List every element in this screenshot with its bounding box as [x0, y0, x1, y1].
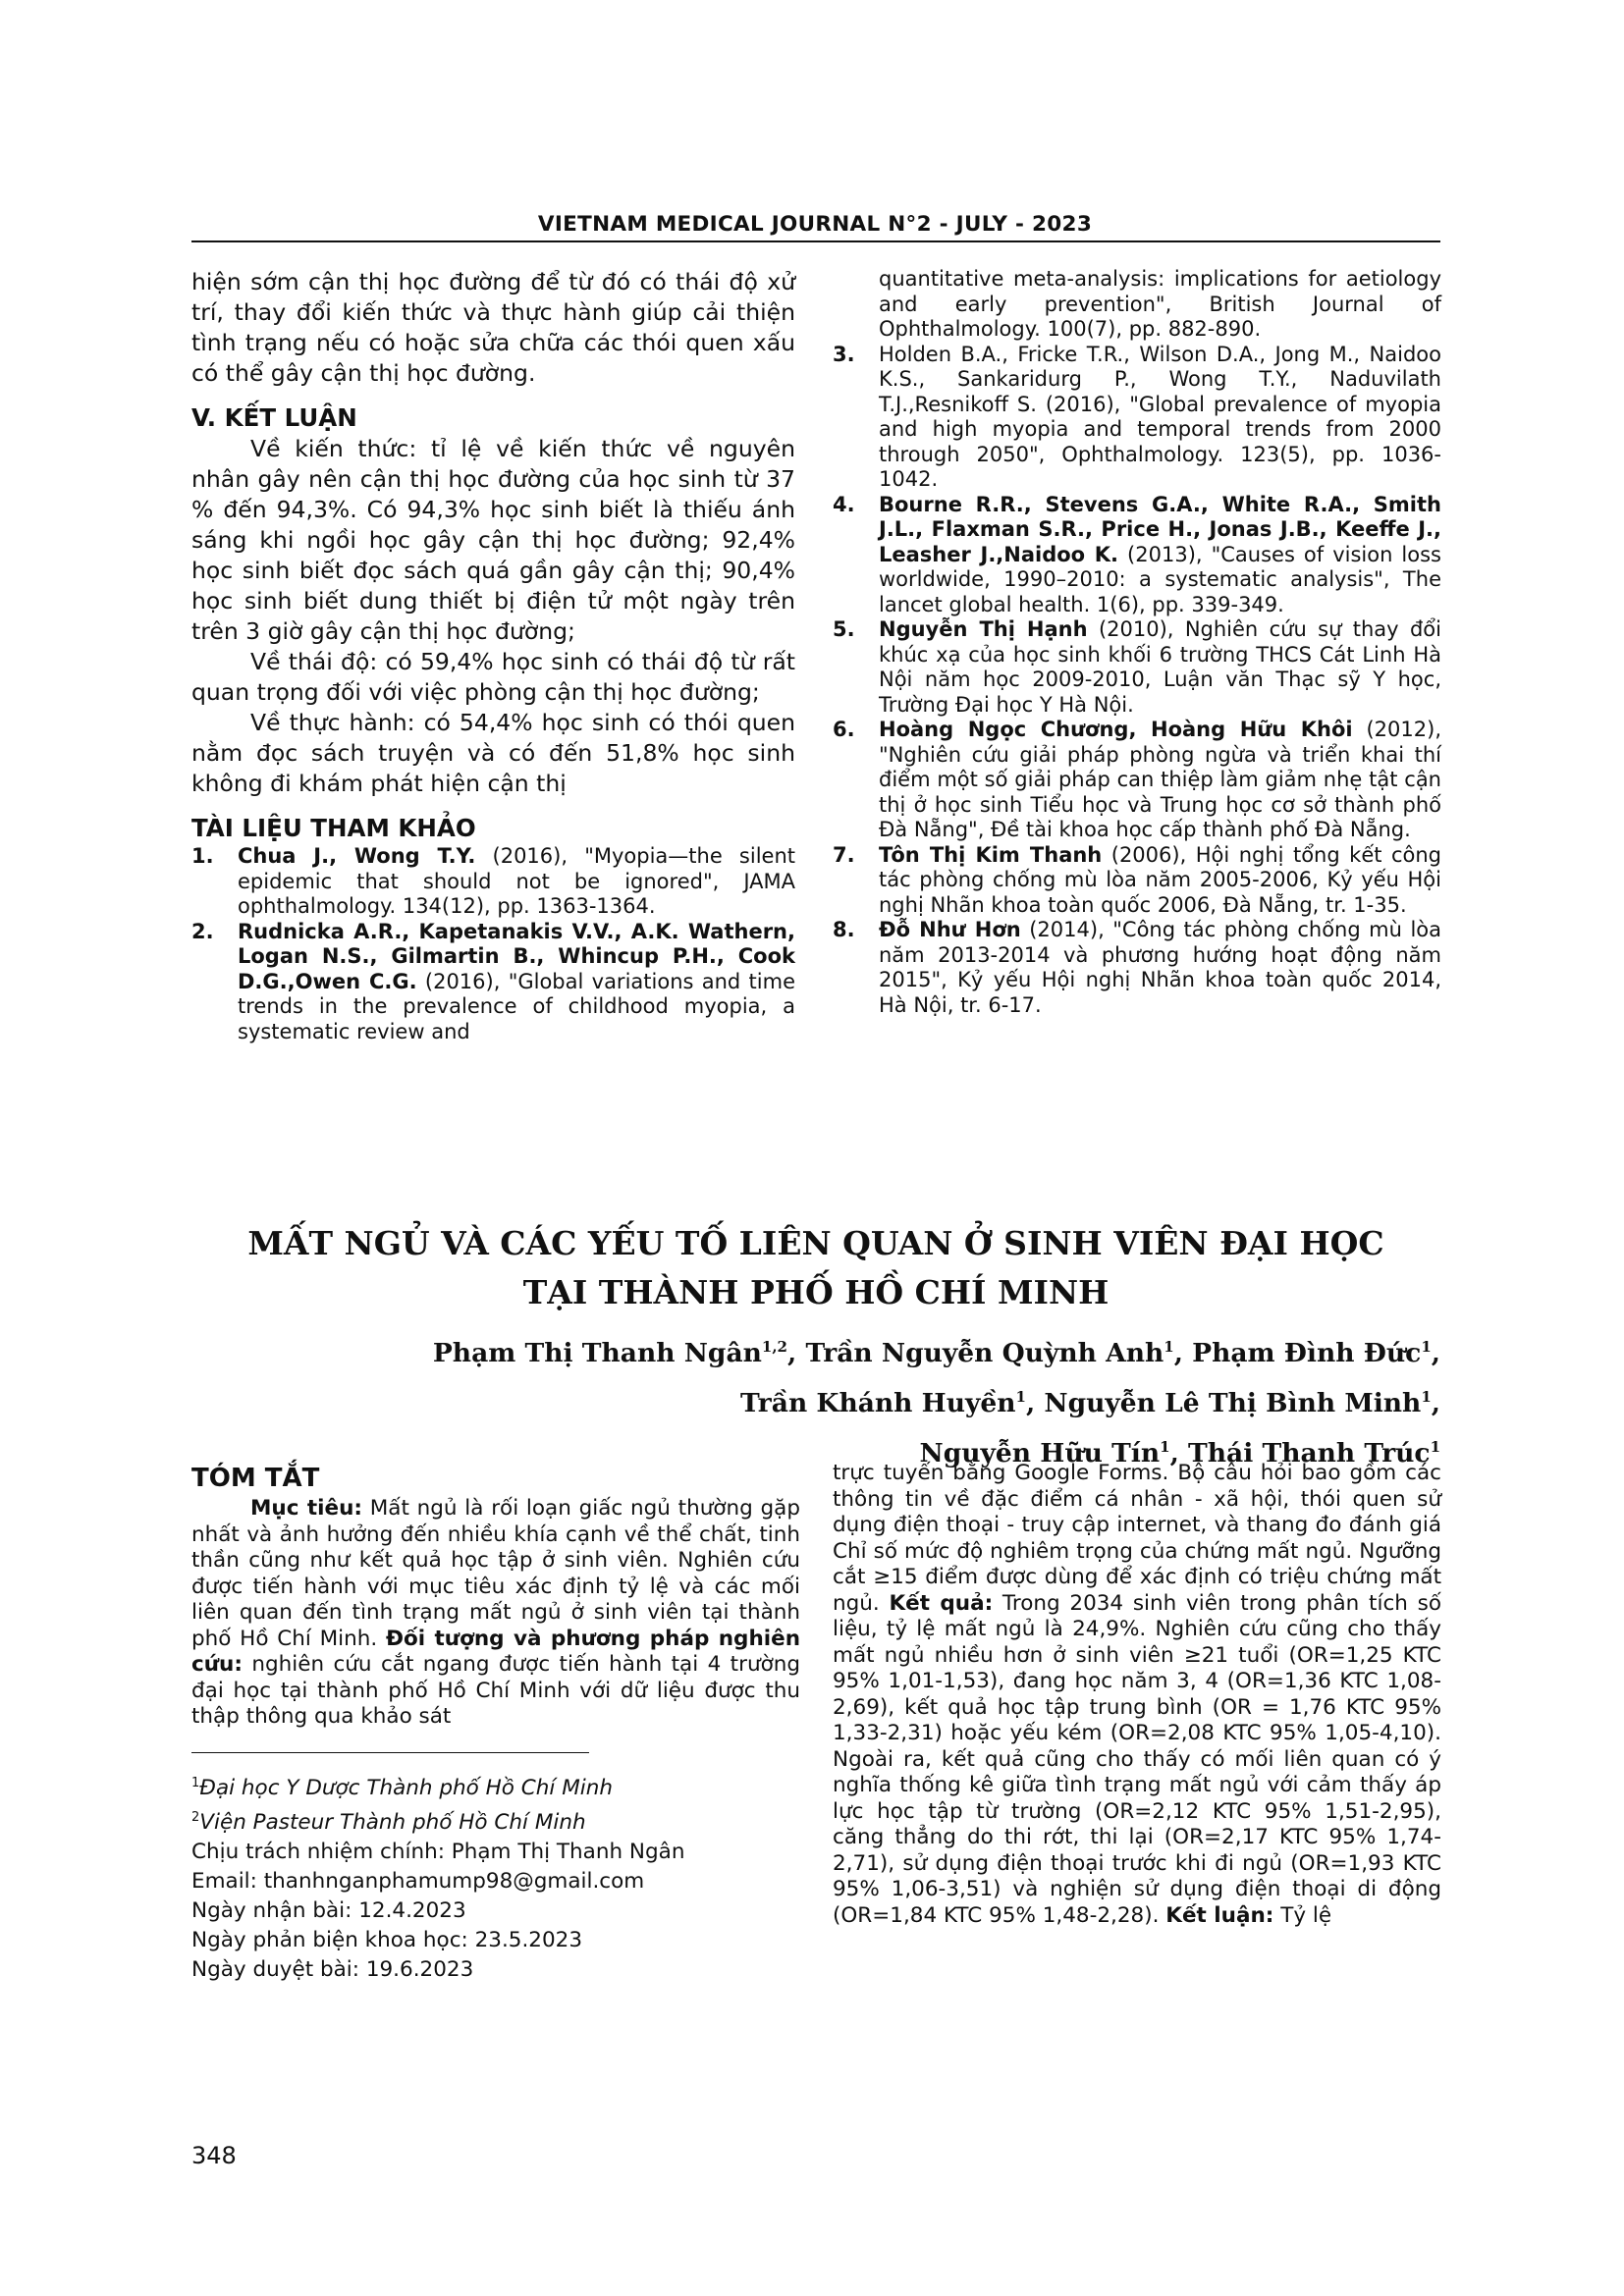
- author-affiliation: 1: [1160, 1437, 1170, 1456]
- reference-item: [191, 844, 795, 920]
- abstract-left-column: [191, 1463, 800, 1985]
- conclusion-paragraph: Về kiến thức: tỉ lệ về kiến thức về nguyên nhân gây nên cận thị học đường của học sinh từ 37 % đến 94,3%. Có 94,3% học sinh biết là thiếu ánh sáng khi ngồi học gây cận thị học đường; 92,4% học sinh biết đọc sách quá gần gây cận thị; 90,4% học sinh biết dung thiết bị điện tử một ngày trên trên 3 giờ gây cận thị học đường;: [191, 435, 795, 645]
- author-name: Trần Nguyễn Quỳnh Anh: [805, 1337, 1164, 1368]
- footnote-corresponding: Chịu trách nhiệm chính: Phạm Thị Thanh Ngân: [191, 1839, 685, 1864]
- footnote-affiliation: $^2$Viện Pasteur Thành phố Hồ Chí Minh: [191, 1809, 586, 1835]
- footnote-rule: [191, 1752, 589, 1753]
- reference-item: [191, 920, 795, 1045]
- footnote-email: Email: thanhnganphamump98@gmail.com: [191, 1868, 645, 1894]
- footnote-received: Ngày nhận bài: 12.4.2023: [191, 1897, 466, 1923]
- footnote-reviewed: Ngày phản biện khoa học: 23.5.2023: [191, 1927, 583, 1952]
- abstract-paragraph: [833, 1461, 1441, 1929]
- reference-number: 7.: [833, 842, 855, 867]
- reference-details: (2006), Hội nghị tổng kết công tác phòng chống mù lòa năm 2005-2006, Kỷ yếu Hội nghị Nhãn khoa toàn quốc 2006, Đà Nẵng, tr. 1-35.: [879, 842, 1441, 917]
- intro-paragraph: hiện sớm cận thị học đường để từ đó có thái độ xử trí, thay đổi kiến thức và thực hành giúp cải thiện tình trạng nếu có hoặc sửa chữa các thói quen xấu có thể gây cận thị học đường.: [191, 268, 795, 387]
- abstract-paragraph: [191, 1496, 800, 1731]
- abstract-text: nghiên cứu cắt ngang được tiến hành tại 4 trường đại học tại thành phố Hồ Chí Minh với dữ liệu được thu thập thông qua khảo sát: [191, 1652, 800, 1729]
- reference-authors: Tôn Thị Kim Thanh: [879, 842, 1103, 867]
- footnote-number: 2: [191, 1809, 200, 1825]
- abstract-label-results: Kết quả:: [889, 1590, 994, 1616]
- reference-item: [833, 617, 1441, 718]
- reference-number: 1.: [191, 844, 214, 868]
- article-title-line: TẠI THÀNH PHỐ HỒ CHÍ MINH: [522, 1273, 1110, 1311]
- abstract-text: Tỷ lệ: [1273, 1902, 1332, 1928]
- article-title: [191, 1219, 1440, 1317]
- author-name: Nguyễn Hữu Tín: [919, 1437, 1161, 1468]
- journal-header: VIETNAM MEDICAL JOURNAL N°2 - JULY - 2023: [537, 212, 1093, 237]
- references-list-left: [191, 844, 795, 1044]
- conclusion-paragraph: Về thực hành: có 54,4% học sinh có thói quen nằm đọc sách truyện và có đến 51,8% học sinh không đi khám phát hiện cận thị: [191, 709, 795, 797]
- reference-number: 5.: [833, 617, 855, 641]
- reference-item: [833, 843, 1441, 919]
- author-affiliation: 1: [1421, 1387, 1432, 1406]
- reference-item: [833, 493, 1441, 618]
- reference-details: (2010), Nghiên cứu sự thay đổi khúc xạ của học sinh khối 6 trường THCS Cát Linh Hà Nội năm học 2009-2010, Luận văn Thạc sỹ Y học, Trường Đại học Y Hà Nội.: [879, 617, 1441, 717]
- reference-details: (2016), "Myopia—the silent epidemic that should not be ignored", JAMA ophthalmology. 134(12), pp. 1363-1364.: [238, 844, 795, 918]
- author-name: Trần Khánh Huyền: [740, 1387, 1016, 1418]
- author-name: Nguyễn Lê Thị Bình Minh: [1044, 1387, 1422, 1418]
- abstract-text: trực tuyến bằng Google Forms. Bộ câu hỏi bao gồm các thông tin về đặc điểm cá nhân - xã hội, thói quen sử dụng điện thoại - truy cập internet, và thang đo đánh giá Chỉ số mức độ nghiêm trọng của chứng mất ngủ. Ngưỡng cắt ≥15 điểm được dùng để xác định có triệu chứng mất ngủ.: [833, 1461, 1441, 1616]
- abstract-label-conclusion: Kết luận:: [1165, 1902, 1274, 1928]
- reference-authors: Bourne R.R., Stevens G.A., White R.A., Smith J.L., Flaxman S.R., Price H., Jonas J.B., Keeffe J., Leasher J.,Naidoo K.: [879, 492, 1441, 566]
- reference-item: [833, 718, 1441, 843]
- references-heading: TÀI LIỆU THAM KHẢO: [191, 814, 476, 842]
- reference-authors: Hoàng Ngọc Chương, Hoàng Hữu Khôi: [879, 718, 1353, 741]
- abstract-label-methods: Đối tượng và phương pháp nghiên cứu:: [191, 1626, 801, 1677]
- reference-details: (2016), "Global variations and time trends in the prevalence of childhood myopia, a systematic review and: [238, 969, 795, 1043]
- author-affiliation: 1,2: [761, 1338, 787, 1356]
- author-name: Phạm Thị Thanh Ngân: [432, 1337, 762, 1368]
- author-name: Phạm Đình Đức: [1192, 1337, 1422, 1368]
- author-affiliation: 1: [1015, 1387, 1026, 1406]
- author-affiliation: 1: [1421, 1338, 1432, 1356]
- prev-article-right-column: [833, 267, 1441, 1018]
- reference-number: 4.: [833, 492, 855, 516]
- reference-authors: Rudnicka A.R., Kapetanakis V.V., A.K. Wathern, Logan N.S., Gilmartin B., Whincup P.H., Cook D.G.,Owen C.G.: [238, 919, 795, 993]
- abstract-text: Mất ngủ là rối loạn giấc ngủ thường gặp nhất và ảnh hưởng đến nhiều khía cạnh về thể chất, tinh thần cũng như kết quả học tập ở sinh viên. Nghiên cứu được tiến hành với mục tiêu xác định tỷ lệ và các mối liên quan đến tình trạng mất ngủ ở sinh viên tại thành phố Hồ Chí Minh.: [191, 1496, 800, 1651]
- reference-authors: Chua J., Wong T.Y.: [238, 844, 476, 868]
- abstract-label-objective: Mục tiêu:: [250, 1496, 362, 1521]
- article-title-line: MẤT NGỦ VÀ CÁC YẾU TỐ LIÊN QUAN Ở SINH VIÊN ĐẠI HỌC: [247, 1224, 1384, 1262]
- prev-article-left-column: [191, 267, 795, 1044]
- conclusion-heading: V. KẾT LUẬN: [191, 403, 357, 432]
- footnote-affiliation: $^1$Đại học Y Dược Thành phố Hồ Chí Minh: [191, 1775, 613, 1800]
- reference-number: 3.: [833, 342, 855, 366]
- reference-authors: Đỗ Như Hơn: [879, 918, 1021, 941]
- reference-continuation: quantitative meta-analysis: implications for aetiology and early prevention", British Journal of Ophthalmology. 100(7), pp. 882-890.: [879, 267, 1441, 341]
- header-rule: [191, 240, 1440, 242]
- author-list: Phạm Thị Thanh Ngân$^{1,2}$, Trần Nguyễn Quỳnh Anh$^1$, Phạm Đình Đức$^1$, Trần Khánh Huyền$^1$, Nguyễn Lê Thị Bình Minh$^1$, Nguyễn Hữu Tín$^1$, Thái Thanh Trúc$^1$: [432, 1337, 1440, 1468]
- abstract-right-column: [833, 1461, 1441, 1929]
- reference-authors: Nguyễn Thị Hạnh: [879, 617, 1088, 641]
- footnote-accepted: Ngày duyệt bài: 19.6.2023: [191, 1956, 474, 1982]
- reference-number: 2.: [191, 919, 214, 943]
- conclusion-paragraph: Về thái độ: có 59,4% học sinh có thái độ từ rất quan trọng đối với việc phòng cận thị học đường;: [191, 648, 795, 706]
- author-name: Thái Thanh Trúc: [1188, 1437, 1431, 1468]
- reference-details: (2014), "Công tác phòng chống mù lòa năm 2013-2014 và phương hướng hoạt động năm 2015", Kỷ yếu Hội nghị Nhãn khoa toàn quốc 2014, Hà Nội, tr. 6-17.: [879, 918, 1441, 1017]
- author-affiliation: 1: [1430, 1437, 1440, 1456]
- references-list-right: [833, 343, 1441, 1019]
- reference-details: (2013), "Causes of vision loss worldwide, 1990–2010: a systematic analysis", The lancet global health. 1(6), pp. 339-349.: [879, 542, 1441, 616]
- reference-number: 6.: [833, 718, 855, 741]
- abstract-text: Trong 2034 sinh viên trong phân tích số liệu, tỷ lệ mất ngủ là 24,9%. Nghiên cứu cũng cho thấy mất ngủ nhiều hơn ở sinh viên ≥21 tuổi (OR=1,25 KTC 95% 1,01-1,53), đang học năm 3, 4 (OR=1,36 KTC 1,08-2,69), kết quả học tập trung bình (OR = 1,76 KTC 95% 1,33-2,31) hoặc yếu kém (OR=2,08 KTC 95% 1,05-4,10). Ngoài ra, kết quả cũng cho thấy có mối liên quan có ý nghĩa thống kê giữa tình trạng mất ngủ với cảm thấy áp lực học tập từ trường (OR=2,12 KTC 95% 1,51-2,95), căng thẳng do thi rớt, thi lại (OR=2,17 KTC 95% 1,74-2,71), sử dụng điện thoại trước khi đi ngủ (OR=1,93 KTC 95% 1,06-3,51) và nghiện sử dụng điện thoại di động (OR=1,84 KTC 95% 1,48-2,28).: [833, 1590, 1441, 1928]
- reference-item: [833, 918, 1441, 1018]
- reference-number: 8.: [833, 918, 855, 941]
- abstract-heading: TÓM TẮT: [191, 1464, 320, 1493]
- author-affiliation: 1: [1164, 1338, 1174, 1356]
- reference-item: [833, 343, 1441, 493]
- reference-details: (2012), "Nghiên cứu giải pháp phòng ngừa và triển khai thí điểm một số giải pháp can thiệp làm giảm nhẹ tật cận thị ở học sinh Tiểu học và Trung học cơ sở thành phố Đà Nẵng", Đề tài khoa học cấp thành phố Đà Nẵng.: [879, 718, 1441, 841]
- footnote-number: 1: [191, 1775, 200, 1790]
- reference-details: Holden B.A., Fricke T.R., Wilson D.A., Jong M., Naidoo K.S., Sankaridurg P., Wong T.Y., Naduvilath T.J.,Resnikoff S. (2016), "Global prevalence of myopia and high myopia and temporal trends from 2000 through 2050", Ophthalmology. 123(5), pp. 1036-1042.: [879, 342, 1441, 491]
- page-number: 348: [191, 2142, 237, 2169]
